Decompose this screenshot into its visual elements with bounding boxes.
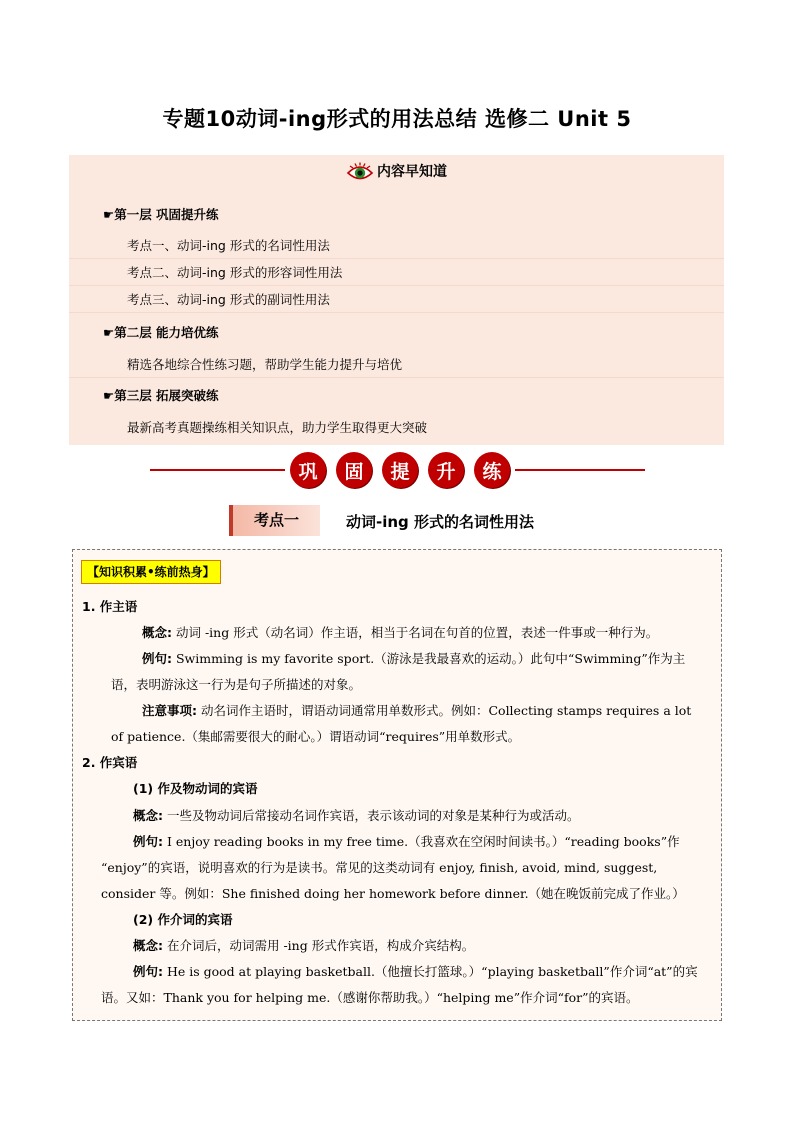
level-2-label: ☛第二层 能力培优练 (103, 325, 219, 340)
banner-char: 升 (428, 452, 464, 488)
level-1-item-1: 考点一、动词-ing 形式的名词性用法 (69, 232, 724, 259)
s2-example: 例句: I enjoy reading books in my free time.（我喜欢在空闲时间读书。）“reading books”作 (133, 834, 680, 849)
overview-heading-text: 内容早知道 (377, 164, 447, 180)
banner-rule-left (150, 469, 285, 471)
overview-heading (69, 161, 724, 182)
subsection-transitive: (1) 作及物动词的宾语 (133, 781, 258, 796)
level-1-item-2: 考点二、动词-ing 形式的形容词性用法 (69, 259, 724, 286)
s1-example: 例句: Swimming is my favorite sport.（游泳是我最喜欢的运动。）此句中“Swimming”作为主 (142, 651, 686, 666)
banner-rule-right (515, 469, 645, 471)
knowledge-box (72, 549, 722, 1021)
banner-char: 巩 (290, 452, 326, 488)
banner-char: 练 (474, 452, 510, 488)
banner-char: 固 (336, 452, 372, 488)
s3-example: 例句: He is good at playing basketball.（他擅长打篮球。）“playing basketball”作介词“at”的宾 (133, 964, 698, 979)
section-subject: 1. 作主语 (82, 599, 138, 614)
section-object: 2. 作宾语 (82, 755, 138, 770)
subsection-preposition: (2) 作介词的宾语 (133, 912, 233, 927)
knowledge-tag: 【知识积累•练前热身】 (81, 560, 221, 584)
level-2-item-1: 精选各地综合性练习题，帮助学生能力提升与培优 (69, 351, 724, 378)
s2-example-cont: “enjoy”的宾语，说明喜欢的行为是读书。常见的这类动词有 enjoy, finish, avoid, mind, suggest, (101, 860, 658, 875)
banner-char: 提 (382, 452, 418, 488)
page-title: 专题10动词-ing形式的用法总结 选修二 Unit 5 (162, 107, 632, 131)
eye-icon (346, 162, 374, 182)
s1-note: 注意事项: 动名词作主语时，谓语动词通常用单数形式。例如：Collecting stamps requires a lot (142, 703, 692, 718)
contents-overview (69, 155, 724, 445)
level-3-label: ☛第三层 拓展突破练 (103, 388, 219, 403)
s3-concept: 概念: 在介词后，动词需用 -ing 形式作宾语，构成介宾结构。 (133, 938, 475, 953)
s3-example-cont: 语。又如：Thank you for helping me.（感谢你帮助我。）“helping me”作介词“for”的宾语。 (101, 990, 639, 1005)
point-tag: 考点一 (229, 505, 320, 536)
level-1-label: ☛第一层 巩固提升练 (103, 207, 219, 222)
s1-note-cont: of patience.（集邮需要很大的耐心。）谓语动词“requires”用单数形式。 (111, 729, 521, 744)
level-3-item-1: 最新高考真题操练相关知识点，助力学生取得更大突破 (127, 420, 428, 435)
point-title: 动词-ing 形式的名词性用法 (346, 513, 535, 531)
s2-example-cont2: consider 等。例如：She finished doing her homework before dinner.（她在晚饭前完成了作业。） (101, 886, 685, 901)
level-1-item-3: 考点三、动词-ing 形式的副词性用法 (69, 286, 724, 313)
section-banner (290, 452, 510, 488)
s2-concept: 概念: 一些及物动词后常接动名词作宾语，表示该动词的对象是某种行为或活动。 (133, 808, 580, 823)
s1-concept: 概念: 动词 -ing 形式（动名词）作主语，相当于名词在句首的位置，表述一件事或一种行为。 (142, 625, 659, 640)
s1-example-cont: 语，表明游泳这一行为是句子所描述的对象。 (111, 677, 362, 692)
